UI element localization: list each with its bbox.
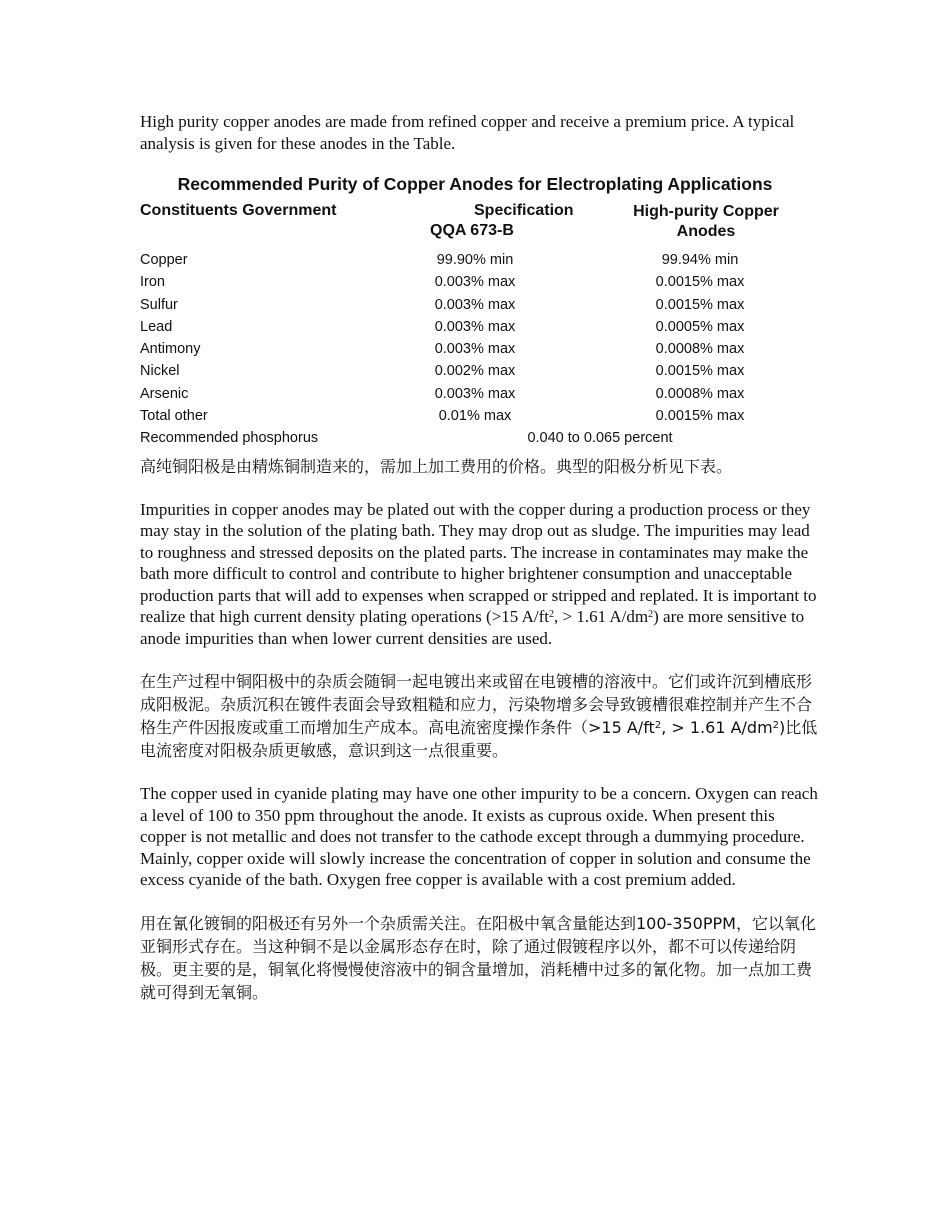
- row-constituent: Antimony: [140, 341, 201, 358]
- row-constituent: Copper: [140, 252, 188, 268]
- row-hp-value: 0.0008% max: [655, 385, 745, 402]
- row-spec-value: 0.003% max: [434, 274, 516, 291]
- cn-intro-paragraph: 高纯铜阳极是由精炼铜制造来的，需加上加工费用的价格。典型的阳极分析见下表。: [140, 456, 733, 476]
- row-spec-value: 99.90% min: [436, 252, 514, 268]
- row-constituent: Sulfur: [140, 296, 178, 313]
- cn-cyanide-paragraph: 用在氰化镀铜的阳极还有另外一个杂质需关注。在阳极中氧含量能达到100-350PPM，它以氧化亚铜形式存在。当这种铜不是以金属形态存在时，除了通过假镀程序以外，都不可以传递给阴极。更主要的是，铜氧化将慢慢使溶液中的铜含量增加，消耗槽中过多的氰化物。加一点加工费就可得到无氧铜。: [140, 913, 816, 1002]
- table-title: Recommended Purity of Copper Anodes for Electroplating Applications: [177, 174, 773, 194]
- row-spec-value: 0.01% max: [438, 408, 512, 425]
- table-row: [140, 319, 820, 341]
- row-hp-value: 99.94% min: [661, 252, 739, 268]
- phosphorus-label: Recommended phosphorus: [140, 430, 319, 447]
- header-specification: Specification: [474, 202, 574, 219]
- table-header: [140, 202, 820, 248]
- row-hp-value: 0.0015% max: [655, 408, 745, 425]
- table-row: [140, 274, 820, 296]
- cn-impurities-paragraph: 在生产过程中铜阳极中的杂质会随铜一起电镀出来或留在电镀槽的溶液中。它们或许沉到槽底形成阳极泥。杂质沉积在镀件表面会导致粗糙和应力，污染物增多会导致镀槽很难控制并产生不合格生产件因报废或重工而增加生产成本。高电流密度操作条件（>15 $A/ft^2$, > 1.61 $A/dm^2$)比低电流密度对阳极杂质更敏感，意识到这一点很重要。: [140, 672, 818, 761]
- table-row-phosphorus: [140, 430, 820, 452]
- row-constituent: Nickel: [140, 363, 180, 380]
- row-spec-value: 0.003% max: [434, 341, 516, 358]
- header-spec-number: QQA 673-B: [430, 222, 514, 239]
- table-body: [140, 252, 820, 453]
- table-row: [140, 341, 820, 363]
- impurities-paragraph: Impurities in copper anodes may be plated out with the copper during a production process or they may stay in the solution of the plating bath. They may drop out as sludge. The impurities may lead to roughness and stressed deposits on the plated parts. The increase in contaminates may make the bath more difficult to control and contribute to higher brightener consumption and unacceptable production parts that will add to expenses when scrapped or stripped and replated. It is important to realize that high current density plating operations (>15 $A/ft^2$, > 1.61 $A/dm^2$) are more sensitive to anode impurities than when lower current densities are used.: [140, 499, 817, 648]
- row-constituent: Arsenic: [140, 385, 189, 402]
- row-hp-value: 0.0005% max: [655, 318, 745, 335]
- table-row: [140, 252, 820, 274]
- header-constituents: Constituents Government: [140, 202, 337, 219]
- table-row: [140, 408, 820, 430]
- header-high-purity: High-purity Copper Anodes: [633, 203, 779, 240]
- phosphorus-value: 0.040 to 0.065 percent: [527, 430, 673, 447]
- table-row: [140, 386, 820, 408]
- row-spec-value: 0.003% max: [434, 385, 516, 402]
- row-constituent: Iron: [140, 274, 165, 291]
- row-constituent: Total other: [140, 408, 208, 425]
- row-hp-value: 0.0015% max: [655, 274, 745, 291]
- row-hp-value: 0.0015% max: [655, 296, 745, 313]
- cyanide-paragraph: The copper used in cyanide plating may have one other impurity to be a concern. Oxygen can reach a level of 100 to 350 ppm throughout the anode. It exists as cuprous oxide. When present this copper is not metallic and does not transfer to the cathode except through a dummying procedure. Mainly, copper oxide will slowly increase the concentration of copper in solution and consume the excess cyanide of the bath. Oxygen free copper is available with a cost premium added.: [140, 784, 818, 890]
- row-constituent: Lead: [140, 318, 173, 335]
- row-spec-value: 0.002% max: [434, 363, 516, 380]
- row-hp-value: 0.0008% max: [655, 341, 745, 358]
- table-row: [140, 297, 820, 319]
- intro-paragraph: High purity copper anodes are made from refined copper and receive a premium price. A typical analysis is given for these anodes in the Table.: [140, 112, 795, 153]
- document-page: [140, 111, 820, 1004]
- row-hp-value: 0.0015% max: [655, 363, 745, 380]
- table-row: [140, 363, 820, 385]
- row-spec-value: 0.003% max: [434, 318, 516, 335]
- row-spec-value: 0.003% max: [434, 296, 516, 313]
